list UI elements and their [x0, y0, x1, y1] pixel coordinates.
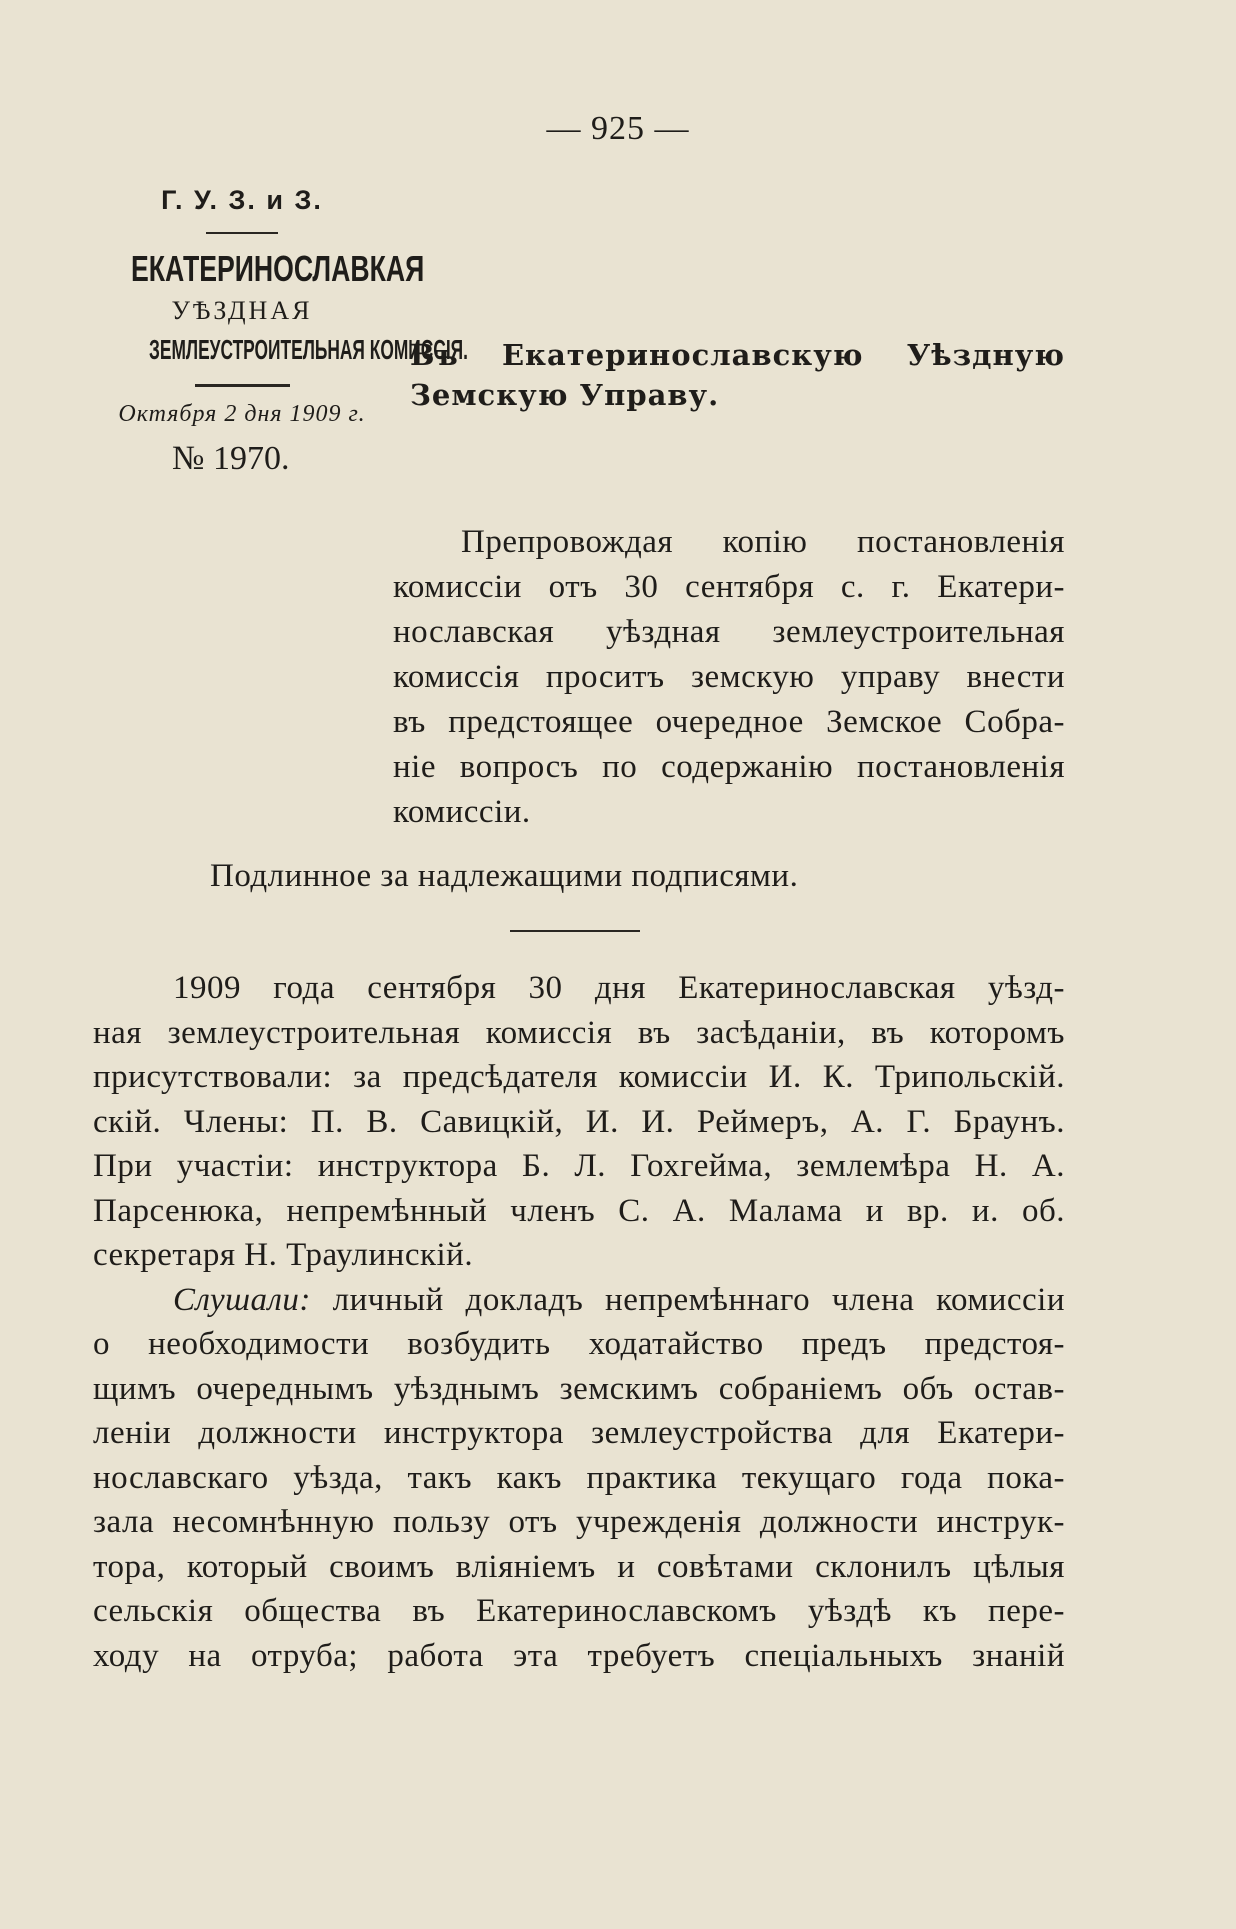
- text-fragment: личный докладъ непремѣннаго члена комиссіи: [310, 1281, 1065, 1318]
- text-line: ніе вопросъ по содержанію постановленія: [393, 749, 1065, 785]
- text-line: присутствовали: за предсѣдателя комиссіи И. К. Трипольcкій.: [93, 1059, 1065, 1095]
- letter-date: Октября 2 дня 1909 г.: [118, 401, 366, 427]
- text-line: сельскія общества въ Екатеринославскомъ уѣздѣ къ пере-: [93, 1593, 1065, 1629]
- minutes-text: [93, 966, 1065, 1678]
- text-line: [93, 1278, 1065, 1323]
- text-line: ходу на отруба; работа эта требуетъ спеціальныхъ знаній: [93, 1637, 1065, 1674]
- section-divider: [510, 930, 640, 932]
- text-line: Препровождая копію постановленія: [461, 524, 1065, 560]
- heard-label: Слушали:: [173, 1281, 311, 1318]
- text-line: комиссія проситъ земскую управу внести: [393, 659, 1065, 695]
- addressee-block: [410, 335, 1065, 415]
- text-line: комиссіи отъ 30 сентября с. г. Екатери-: [393, 569, 1065, 605]
- text-line: нославскаго уѣзда, такъ какъ практика текущаго года пока-: [93, 1459, 1065, 1496]
- text-line: зала несомнѣнную пользу отъ учрежденія должности инструк-: [93, 1504, 1065, 1540]
- text-line: въ предстоящее очередное Земское Собра-: [393, 704, 1065, 740]
- org-abbreviation: Г. У. З. и З.: [161, 185, 323, 215]
- text-line: скій. Члены: П. В. Савицкій, И. И. Реймеръ, А. Г. Браунъ.: [93, 1103, 1065, 1140]
- text-line: 1909 года сентября 30 дня Екатеринославская уѣзд-: [173, 970, 1065, 1006]
- text-line: тора, который своимъ вліяніемъ и совѣтами склонилъ цѣлыя: [93, 1548, 1065, 1585]
- text-line: леніи должности инструктора землеустройства для Екатери-: [93, 1415, 1065, 1451]
- sender-block: [92, 185, 468, 478]
- text-line: При участіи: инструктора Б. Л. Гохгейма, землемѣра Н. А.: [93, 1148, 1065, 1184]
- text-line: ная землеустроительная комиссія въ засѣданіи, въ которомъ: [93, 1014, 1065, 1051]
- page-number: — 925 —: [546, 110, 690, 147]
- divider-rule: [206, 232, 278, 234]
- text-line: секретаря Н. Траулинскій.: [93, 1237, 474, 1273]
- addressee-line: Въ Екатеринославскую Уѣздную: [410, 338, 1065, 372]
- addressee-line: Земскую Управу.: [410, 378, 720, 412]
- org-name-line-3: ЗЕМЛЕУСТРОИТЕЛЬНАЯ КОМИССІЯ.: [149, 334, 468, 365]
- org-name-line-2: УѢЗДНАЯ: [171, 296, 313, 325]
- text-line: щимъ очереднымъ уѣзднымъ земскимъ собраніемъ объ остав-: [93, 1370, 1065, 1407]
- letter-body: [393, 520, 1065, 835]
- text-line: нославская уѣздная землеустроительная: [393, 614, 1065, 650]
- text-line: о необходимости возбудить ходатайство предъ предстоя-: [93, 1326, 1065, 1362]
- letter-number: № 1970.: [172, 440, 290, 477]
- text-line: комиссіи.: [393, 794, 531, 830]
- org-name-line-1: ЕКАТЕРИНОСЛАВКАЯ: [131, 248, 425, 289]
- certification-note: Подлинное за надлежащими подписями.: [210, 858, 799, 894]
- text-line: Парсенюка, непремѣнный членъ С. А. Малама и вр. и. об.: [93, 1192, 1065, 1229]
- divider-rule: [195, 384, 290, 387]
